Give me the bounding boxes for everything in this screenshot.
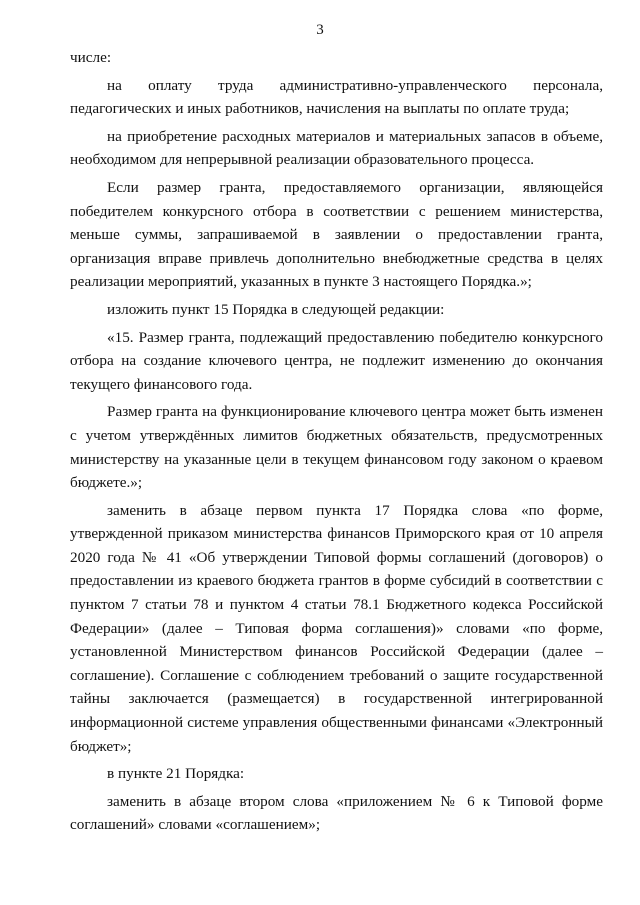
paragraph-point-21: в пункте 21 Порядка: xyxy=(107,765,245,783)
paragraph-continuation: числе: xyxy=(70,49,112,66)
paragraph-point-15-text: «15. Размер гранта, подлежащий предоставлению победителю конкурсного отбора на создание ключевого центра, не подлежит изменению до окончания текущего финансового года. xyxy=(70,328,603,393)
paragraph-labor-payment: на оплату труда административно-управленческого персонала, педагогических и иных работников, начисления на выплаты по оплате труда; xyxy=(70,76,603,118)
paragraph-materials: на приобретение расходных материалов и материальных запасов в объеме, необходимом для непрерывной реализации образовательного процесса. xyxy=(70,127,603,169)
paragraph-amend-point-15: изложить пункт 15 Порядка в следующей редакции: xyxy=(107,300,445,318)
paragraph-replace-appendix: заменить в абзаце втором слова «приложением № 6 к Типовой форме соглашений» словами «соглашением»; xyxy=(70,792,603,834)
document-body xyxy=(70,46,603,841)
paragraph-amend-point-17: заменить в абзаце первом пункта 17 Порядка слова «по форме, утвержденной приказом министерства финансов Приморского края от 10 апреля 2020 года № 41 «Об утверждении Типовой формы соглашений (договоров) о предоставлении из краевого бюджета грантов в форме субсидий в соответствии с пунктом 7 статьи 78 и пунктом 4 статьи 78.1 Бюджетного кодекса Российской Федерации» (далее – Типовая форма соглашения)» словами «по форме, установленной Министерством финансов Российской Федерации (далее – соглашение). Соглашение с соблюдением требований о защите государственной тайны заключается (размещается) в государственной интегрированной информационной системе управления общественными финансами «Электронный бюджет»; xyxy=(70,501,603,755)
paragraph-grant-change: Размер гранта на функционирование ключевого центра может быть изменен с учетом утверждённых лимитов бюджетных обязательств, предусмотренных министерству на указанные цели в текущем финансовом году законом о краевом бюджете.»; xyxy=(70,403,603,492)
paragraph-grant-size-less: Если размер гранта, предоставляемого организации, являющейся победителем конкурсного отбора в соответствии с решением министерства, меньше суммы, запрашиваемой в заявлении о предоставлении гранта, организация вправе привлечь дополнительно внебюджетные средства в целях реализации мероприятий, указанных в пункте 3 настоящего Порядка.»; xyxy=(70,178,603,291)
page-number: 3 xyxy=(316,22,324,38)
